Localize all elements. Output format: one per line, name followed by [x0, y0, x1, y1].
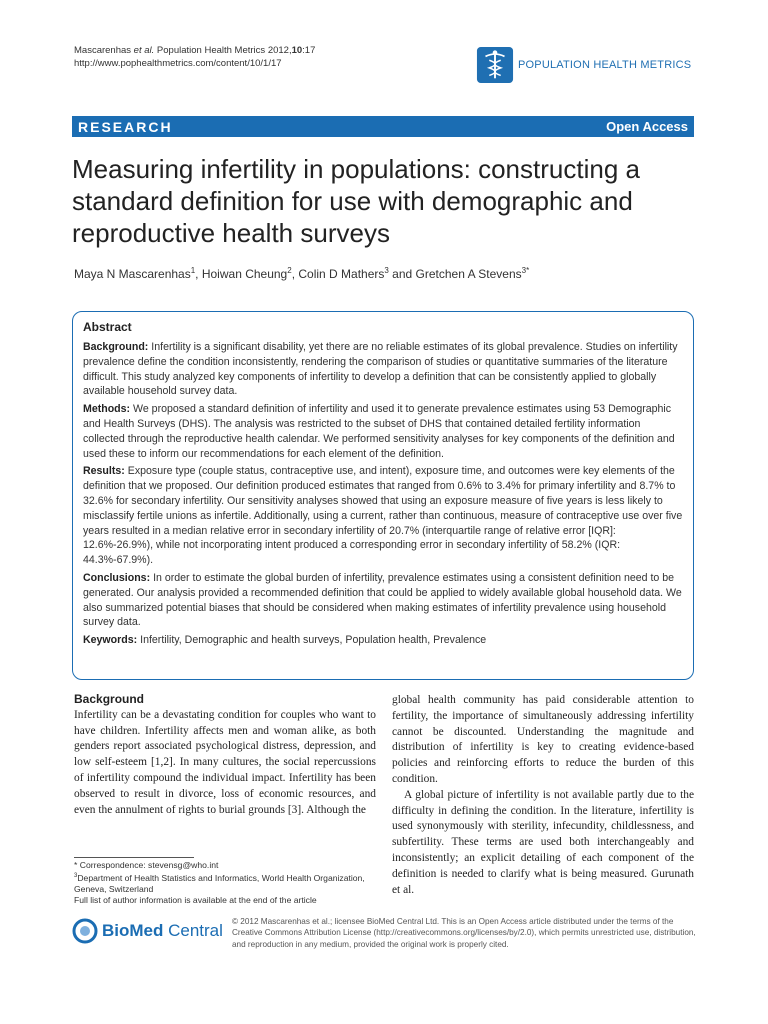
body-right-column	[392, 693, 694, 898]
abstract-conclusions	[83, 571, 683, 630]
body-paragraph: Infertility can be a devastating condition for couples who want to have children. Infertility affects men and woman alike, as both genders report associated psychological distress, depression, and low self-esteem [1,2]. In many cultures, the social repercussions of infertility compound the individual impact. Infertility has been observed to result in divorce, loss of economic resources, and even the annulment of rights to burial grounds [3]. Although the	[74, 708, 376, 816]
author-name: Hoiwan Cheung	[201, 267, 288, 281]
author-name: Colin D Mathers	[298, 267, 385, 281]
abstract-section-text: Infertility is a significant disability, yet there are no reliable estimates of its global prevalence. Studies on infertility prevalence define the condition inconsistently, rendering the comparison of studies or quantitative summaries of the literature difficult. This study analyzed key components of infertility to develop a definition that can be consistently applied to globally available household survey data.	[83, 341, 678, 398]
footnotes	[74, 860, 376, 906]
author-name: Gretchen A Stevens	[415, 267, 522, 281]
abstract-section-label: Background:	[83, 341, 149, 353]
abstract-heading: Abstract	[83, 320, 132, 334]
abstract-section-label: Results:	[83, 465, 125, 478]
article-type-bar	[72, 116, 694, 137]
body-left-column	[74, 692, 376, 818]
author-info-note: Full list of author information is available at the end of the article	[74, 894, 317, 905]
author-affiliation-sup: 2	[287, 266, 292, 275]
publisher-name	[102, 921, 223, 941]
abstract-section-label: Keywords:	[83, 634, 138, 647]
article-type-label: RESEARCH	[78, 118, 173, 135]
abstract-section-text: Exposure type (couple status, contraceptive use, and intent), exposure time, and outcomes were key elements of the definition that we proposed. Our definition produced estimates that ranged from 0.6% to 3.4% for primary infertility and 8.7% to 32.6% for secondary infertility. Our sensitivity analyses showed that using an exposure measure of five years is less likely to misclassify fertile unions as infertile. Additionally, using a current, rather than continuous, measure of contraceptive use over five years resulted in a median relative error in secondary infertility of 20.7% (interquartile range of relative error [IQR]: 12.6%-26.9%), while not incorporating intent produced a corresponding error in secondary infertility of 58.2% (IQR: 44.3%-67.9%).	[83, 465, 683, 567]
abstract-section-label: Methods:	[83, 403, 131, 416]
author-separator: ,	[195, 267, 202, 281]
author-affiliation-sup: 1	[190, 266, 196, 275]
biomed-central-icon	[72, 918, 98, 944]
citation-year: 2012,	[267, 45, 292, 56]
author-name: Maya N Mascarenhas	[74, 267, 191, 281]
abstract-section-label: Conclusions:	[83, 571, 151, 584]
citation-issue: :17	[302, 45, 316, 56]
abstract-results	[83, 464, 683, 568]
citation-authors: Mascarenhas	[74, 45, 132, 56]
publisher-logo	[72, 918, 223, 944]
abstract-methods	[83, 402, 683, 461]
caduceus-icon	[476, 46, 514, 84]
affiliation-text: Department of Health Statistics and Informatics, World Health Organization, Geneva, Switzerland	[74, 872, 365, 894]
author-separator: ,	[291, 267, 299, 281]
footnote-divider	[74, 857, 194, 858]
publisher-name-rest: Central	[163, 921, 223, 940]
abstract-section-text: In order to estimate the global burden of infertility, prevalence estimates using a consistent definition need to be generated. Our analysis provided a recommended definition that could be applied to widely available global household data. We also summarized potential biases that should be considered when making estimates of infertility prevalence using household survey data.	[83, 571, 682, 629]
article-title: Measuring infertility in populations: constructing a standard definition for use with demographic and reproductive health surveys	[72, 154, 640, 248]
citation-etal: et al.	[133, 45, 155, 56]
author-affiliation-sup: 3	[384, 266, 389, 275]
publisher-name-bold: BioMed	[102, 921, 164, 940]
affiliation-sup: 3	[74, 873, 78, 879]
open-access-label: Open Access	[606, 119, 688, 134]
abstract-section-text: Infertility, Demographic and health surveys, Population health, Prevalence	[140, 634, 487, 647]
journal-logo	[476, 46, 691, 84]
citation-volume: 10	[291, 45, 303, 56]
body-paragraph: A global picture of infertility is not available partly due to the difficulty in defining the condition. In the literature, infertility is used synonymously with sterility, infecundity, childlessness, and subfertility. These terms are used both interchangeably and inconsistently; an explicit detailing of each component of the definition is needed to clarify what is being measured. Gurunath et al.	[392, 788, 694, 896]
citation-block	[74, 44, 315, 70]
article-url[interactable]: http://www.pophealthmetrics.com/content/10/1/17	[74, 58, 282, 69]
abstract-box	[72, 311, 694, 680]
citation-journal: Population Health Metrics	[156, 45, 266, 56]
abstract-keywords	[83, 633, 683, 648]
citation-line	[74, 44, 315, 57]
abstract-section-text: We proposed a standard definition of infertility and used it to generate prevalence estimates using 53 Demographic and Health Surveys (DHS). The analysis was restricted to the subset of DHS that contained detailed fertility information collected through the reproductive health calendar. We performed sensitivity analyses for key components of the definition and used these to inform our recommendations for each element of the definition.	[83, 403, 675, 460]
author-list	[74, 266, 529, 281]
license-text: © 2012 Mascarenhas et al.; licensee BioMed Central Ltd. This is an Open Access article distributed under the terms of the Creative Commons Attribution License (http://creativecommons.org/licenses/by/2.0), which permits unrestricted use, distribution, and reproduction in any medium, provided the original work is properly cited.	[232, 917, 696, 949]
body-paragraph: global health community has paid considerable attention to fertility, the importance of simultaneously addressing infertility cannot be discounted. Understanding the magnitude and distribution of infertility is key to creating evidence-based policies and reinforcing efforts to reduce the burden of this condition.	[392, 694, 694, 785]
journal-name: POPULATION HEALTH METRICS	[518, 59, 692, 71]
correspondence-note: * Correspondence: stevensg@who.int	[74, 860, 219, 870]
section-heading: Background	[74, 692, 145, 706]
author-affiliation-sup: 3*	[521, 266, 530, 275]
author-separator: and	[388, 267, 416, 281]
abstract-background	[83, 340, 683, 399]
affiliation-note	[74, 871, 376, 895]
